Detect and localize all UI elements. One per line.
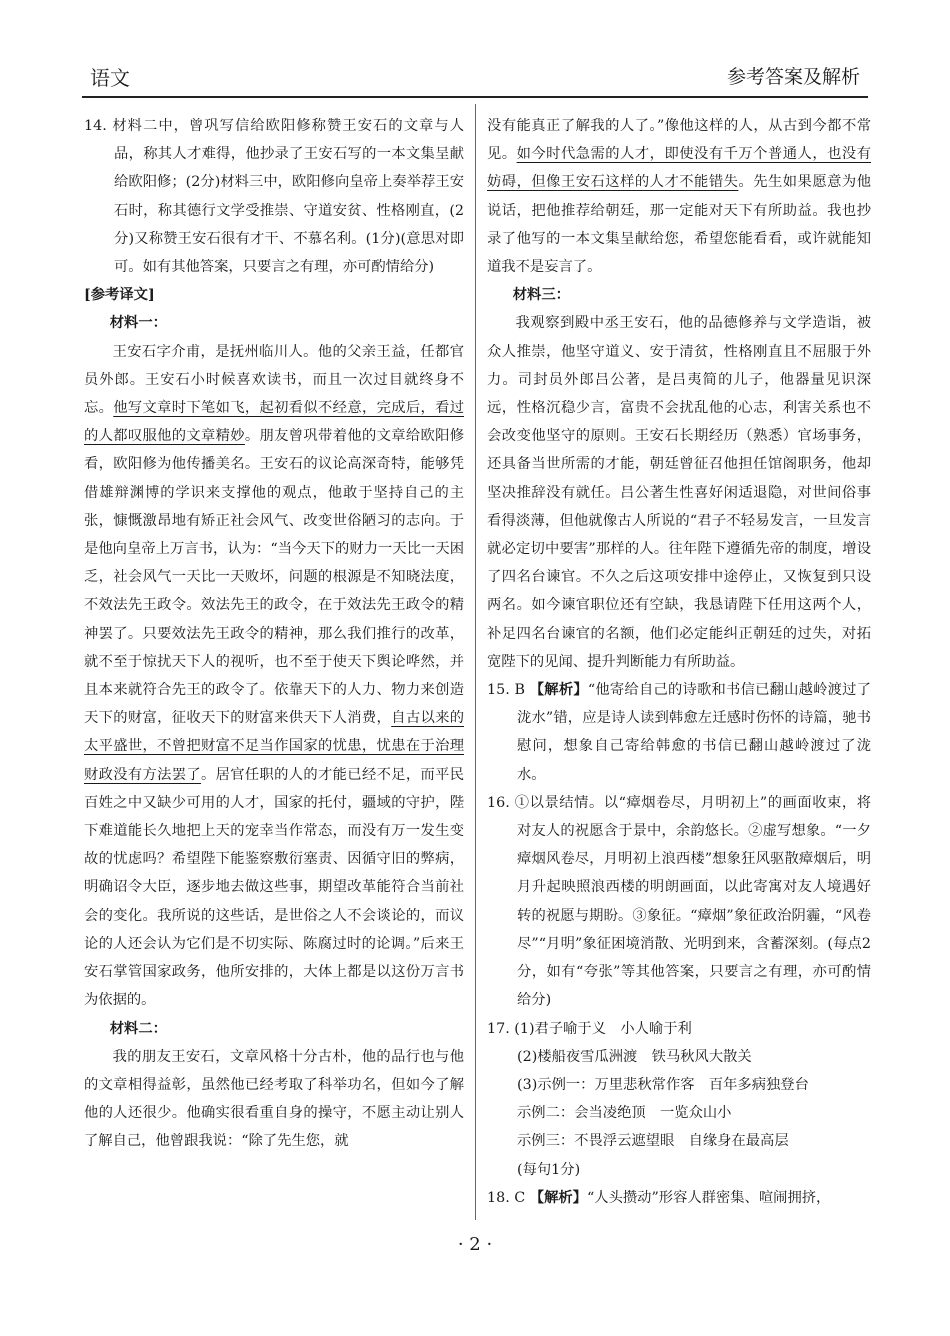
material-2-text: 我的朋友王安石，文章风格十分古朴，他的品行也与他的文章相得益彰，虽然他已经考取了科举功名，但如今了解他的人还很少。他确实很看重自身的操守，不愿主动让别人了解自己，他曾跟我说：“除了先生您，就 (84, 1048, 464, 1150)
material-2-heading: 材料二： (109, 1020, 167, 1037)
right-column (487, 112, 871, 1212)
answer-15-text: “他寄给自己的诗歌和书信已翻山越岭渡过了泷水”错，应是诗人读到韩愈左迁感时伤怀的诗篇，驰书慰问，想象自己寄给韩愈的书信已翻山越岭渡过了泷水。 (517, 682, 871, 783)
answer-18 (487, 1184, 871, 1212)
material-1-part-c: 。居官任职的人的才能已经不足，而平民百姓之中又缺少可用的人才，国家的托付，疆域的守护，陛下难道能长久地把上天的宠幸当作常态，而没有万一发生变故的忧虑吗？希望陛下能鉴察敷衍塞责、因循守旧的弊病，明确诏令大臣，逐步地去做这些事，期望改革能符合当前社会的变化。我所说的这些话，是世俗之人不会谈论的，而议论的人还会认为它们是不切实际、陈腐过时的论调。”后来王安石掌管国家政务，他所安排的，大体上都是以这份万言书为依据的。 (84, 766, 465, 1009)
material-2-part-a: 没有能真正了解我的人了。”像他这样的人，从古到今都不常见。 (487, 118, 871, 163)
material-1-underline-2: 自古以来的太平盛世，不曾把财富不足当作国家的忧患，忧患在于治理财政没有方法罢了 (84, 710, 465, 783)
answer-18-tag: 【解析】 (529, 1189, 587, 1206)
answer-18-choice: 18. C (487, 1189, 526, 1206)
page-header (82, 58, 868, 98)
material-2-part-b: 。先生如果愿意为他说话，把他推荐给朝廷，那一定能对天下有所助益。我也抄录了他写的一本文集呈献给您，希望您能看看，或许就能知道我不是妄言了。 (487, 174, 872, 276)
answer-15-tag: 【解析】 (529, 682, 588, 699)
answer-15 (487, 676, 871, 789)
answer-17-1: 17. (1)君子喻于义 小人喻于利 (487, 1020, 692, 1037)
left-column (84, 112, 464, 1156)
answer-17-2: (2)楼船夜雪瓜洲渡 铁马秋风大散关 (517, 1048, 752, 1065)
page-number: · 2 · (457, 1234, 493, 1255)
header-subject: 语文 (90, 66, 130, 90)
answer-15-choice: 15. B (487, 682, 526, 699)
answer-16: 16. ①以景结情。以“瘴烟卷尽，月明初上”的画面收束，将对友人的祝愿含于景中，余韵悠长。②虚写想象。“一夕瘴烟风卷尽，月明初上浪西楼”想象狂风驱散瘴烟后，明月升起映照浪西楼的明朗画面，以此寄寓对友人境遇好转的祝愿与期盼。③象征。“瘴烟”象征政治阴霾，“风卷尽”“月明”象征困境消散、光明到来，含蓄深刻。(每点2分，如有“夸张”等其他答案，只要言之有理，亦可酌情给分) (487, 794, 871, 1009)
material-1-text (84, 338, 464, 1015)
column-divider (475, 104, 476, 1220)
material-2-continued (487, 112, 871, 281)
answer-17-5: 示例三：不畏浮云遮望眼 自缘身在最高层 (517, 1133, 789, 1150)
material-1-part-b: 。朋友曾巩带着他的文章给欧阳修看，欧阳修为他传播美名。王安石的议论高深奇特，能够凭借雄辩渊博的学识来支撑他的观点，他敢于坚持自己的主张，慷慨激昂地有矫正社会风气、改变世俗陋习的志向。于是他向皇帝上万言书，认为：“当今天下的财力一天比一天困乏，社会风气一天比一天败坏，问题的根源是不知晓法度，不效法先王政令。效法先王的政令，在于效法先王政令的精神罢了。只要效法先王政令的精神，那么我们推行的改革，就不至于惊扰天下人的视听，也不至于使天下舆论哗然，并且本来就符合先王的政令了。依靠天下的人力、物力来创造天下的财富，征收天下的财富来供天下人消费， (84, 428, 465, 727)
answer-17-3: (3)示例一：万里悲秋常作客 百年多病独登台 (517, 1076, 809, 1093)
answer-18-text: “人头攒动”形容人群密集、喧闹拥挤， (586, 1189, 831, 1206)
material-3-text: 我观察到殿中丞王安石，他的品德修养与文学造诣，被众人推崇，他坚守道义、安于清贫，性格刚直且不屈服于外力。司封员外郎吕公著，是吕夷简的儿子，他器量见识深远，性格沉稳少言，富贵不会扰乱他的心志，利害关系也不会改变他坚守的原则。王安石长期经历（熟悉）官场事务，还具备当世所需的才能，朝廷曾征召他担任馆阁职务，他却坚决推辞没有就任。吕公著生性喜好闲适退隐，对世间俗事看得淡薄，但他就像古人所说的“君子不轻易发言，一旦发言就必定切中要害”那样的人。往年陛下遵循先帝的制度，增设了四名台谏官。不久之后这项安排中途停止，又恢复到只设两名。如今谏官职位还有空缺，我恳请陛下任用这两个人，补足四名台谏官的名额，他们必定能纠正朝廷的过失，对拓宽陛下的见闻、提升判断能力有所助益。 (487, 315, 871, 670)
material-2-underline: 如今时代急需的人才，即使没有千万个普通人，也没有妨碍，但像王安石这样的人才不能错失 (487, 146, 871, 191)
material-1-heading: 材料一： (109, 315, 167, 332)
material-1-underline-1: 他写文章时下笔如飞，起初看似不经意，完成后，看过的人都叹服他的文章精妙 (84, 400, 465, 445)
answer-17-6: (每句1分) (517, 1161, 581, 1178)
answer-14: 14. 材料二中，曾巩写信给欧阳修称赞王安石的文章与人品，称其人才难得，他抄录了王安石写的一本文集呈献给欧阳修；(2分)材料三中，欧阳修向皇帝上奏举荐王安石时，称其德行文学受推崇、守道安贫、性格刚直，(2分)又称赞王安石很有才干、不慕名利。(1分)(意思对即可。如有其他答案，只要言之有理，亦可酌情给分) (84, 118, 464, 276)
material-1-part-a: 王安石字介甫，是抚州临川人。他的父亲王益，任都官员外郎。王安石小时候喜欢读书，而且一次过目就终身不忘。 (84, 343, 464, 417)
translation-heading: [参考译文] (84, 287, 155, 304)
material-3-heading: 材料三： (512, 287, 570, 304)
header-section: 参考答案及解析 (726, 66, 860, 88)
answer-17-4: 示例二：会当凌绝顶 一览众山小 (517, 1105, 732, 1122)
